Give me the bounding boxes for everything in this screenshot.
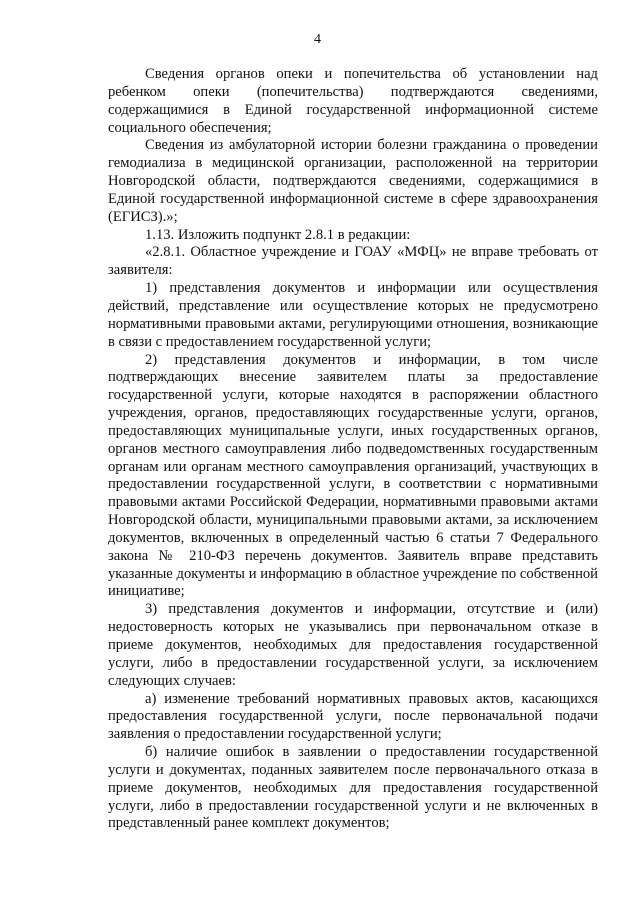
list-item-3: 3) представления документов и информации, отсутствие и (или) недостоверность которых не указывались при первоначальном отказе в приеме документов, необходимых для предоставления государственной услуги, либо в предоставлении государственной услуги, за исключением следующих случаев: (108, 601, 598, 689)
list-item-1: 1) представления документов и информации или осуществления действий, представление или осуществление которых не предусмотрено нормативными правовыми актами, регулирующими отношения, возникающие в связи с предоставлением государственной услуги; (108, 280, 598, 350)
list-item-3b: б) наличие ошибок в заявлении о предоставлении государственной услуги и документах, поданных заявителем после первоначального отказа в приеме документов, необходимых для предоставления государственной услуги, либо в предоставлении государственной услуги и не включенных в представленный ранее комплект документов; (108, 744, 598, 832)
list-item-2: 2) представления документов и информации, в том числе подтверждающих внесение заявителем платы за предоставление государственной услуги, которые находятся в распоряжении областного учреждения, органов, предоставляющих государственные услуги, органов, предоставляющих муниципальные услуги, иных государственных органов, органов местного самоуправления либо подведомственных государственным органам или органам местного самоуправления организаций, участвующих в предоставлении государственной услуги, в соответствии с нормативными правовыми актами Российской Федерации, нормативными правовыми актами Новгородской области, муниципальными правовыми актами, за исключением документов, включенных в определенный частью 6 статьи 7 Федерального закона № 210-ФЗ перечень документов. Заявитель вправе представить указанные документы и информацию в областное учреждение по собственной инициативе; (108, 351, 598, 600)
paragraph-amendment-1-13: 1.13. Изложить подпункт 2.8.1 в редакции: (145, 226, 411, 243)
paragraph-hemodialysis-info: Сведения из амбулаторной истории болезни гражданина о проведении гемодиализа в медицинской организации, расположенной на территории Новгородской области, подтверждаются сведениями, содержащимися в Единой государственной информационной системе в сфере здравоохранения (ЕГИСЗ).»; (108, 137, 598, 225)
list-item-3a: а) изменение требований нормативных правовых актов, касающихся предоставления государственной услуги, после первоначальной подачи заявления о предоставлении государственной услуги; (108, 690, 598, 743)
page-number: 4 (314, 32, 321, 47)
document-body (108, 66, 598, 833)
paragraph-guardianship-info: Сведения органов опеки и попечительства об установлении над ребенком опеки (попечительства) подтверждаются сведениями, содержащимися в Единой государственной информационной системе социального обеспечения; (108, 66, 598, 136)
paragraph-subclause-2-8-1: «2.8.1. Областное учреждение и ГОАУ «МФЦ» не вправе требовать от заявителя: (108, 244, 598, 279)
